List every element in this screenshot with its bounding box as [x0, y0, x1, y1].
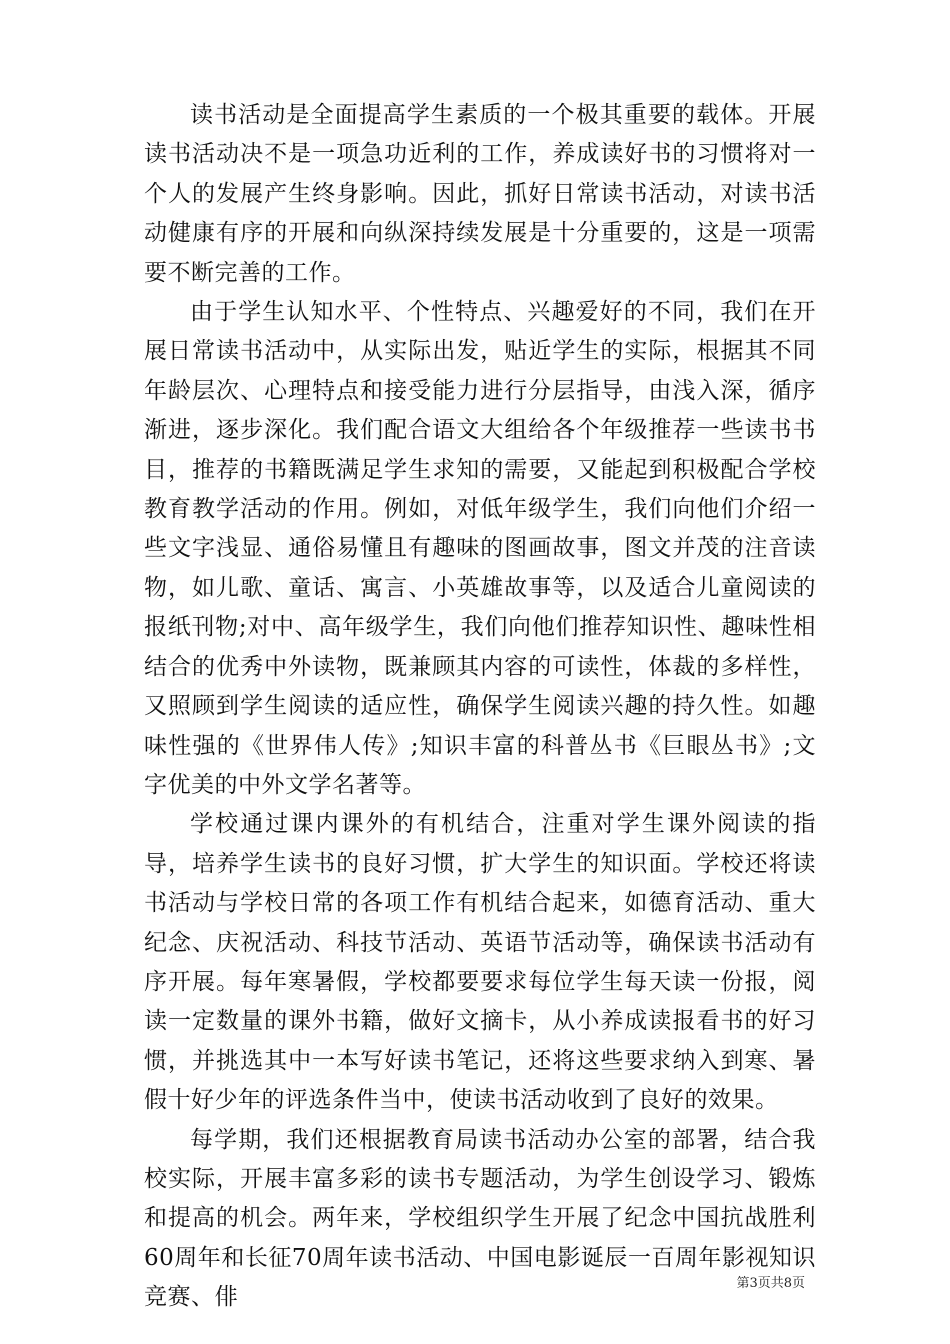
body-text: [144, 96, 816, 1318]
paragraph-4: 每学期，我们还根据教育局读书活动办公室的部署，结合我校实际，开展丰富多彩的读书专题活动，为学生创设学习、锻炼和提高的机会。两年来，学校组织学生开展了纪念中国抗战胜利60周年和长征70周年读书活动、中国电影诞辰一百周年影视知识竞赛、俳: [144, 1126, 816, 1311]
paragraph-2: 由于学生认知水平、个性特点、兴趣爱好的不同，我们在开展日常读书活动中，从实际出发，贴近学生的实际，根据其不同年龄层次、心理特点和接受能力进行分层指导，由浅入深，循序渐进，逐步深化。我们配合语文大组给各个年级推荐一些读书书目，推荐的书籍既满足学生求知的需要，又能起到积极配合学校教育教学活动的作用。例如，对低年级学生，我们向他们介绍一些文字浅显、通俗易懂且有趣味的图画故事，图文并茂的注音读物，如儿歌、童话、寓言、小英雄故事等，以及适合儿童阅读的报纸刊物;对中、高年级学生，我们向他们推荐知识性、趣味性相结合的优秀中外读物，既兼顾其内容的可读性，体裁的多样性，又照顾到学生阅读的适应性，确保学生阅读兴趣的持久性。如趣味性强的《世界伟人传》;知识丰富的科普丛书《巨眼丛书》;文字优美的中外文学名著等。: [144, 299, 816, 798]
paragraph-1: 读书活动是全面提高学生素质的一个极其重要的载体。开展读书活动决不是一项急功近利的工作，养成读好书的习惯将对一个人的发展产生终身影响。因此，抓好日常读书活动，对读书活动健康有序的开展和向纵深持续发展是十分重要的，这是一项需要不断完善的工作。: [144, 102, 816, 286]
paragraph-3: 学校通过课内课外的有机结合，注重对学生课外阅读的指导，培养学生读书的良好习惯，扩大学生的知识面。学校还将读书活动与学校日常的各项工作有机结合起来，如德育活动、重大纪念、庆祝活动、科技节活动、英语节活动等，确保读书活动有序开展。每年寒暑假，学校都要要求每位学生每天读一份报，阅读一定数量的课外书籍，做好文摘卡，从小养成读报看书的好习惯，并挑选其中一本写好读书笔记，还将这些要求纳入到寒、暑假十好少年的评选条件当中，使读书活动收到了良好的效果。: [144, 811, 816, 1114]
page-number-footer: 第3页共8页: [736, 1276, 805, 1291]
